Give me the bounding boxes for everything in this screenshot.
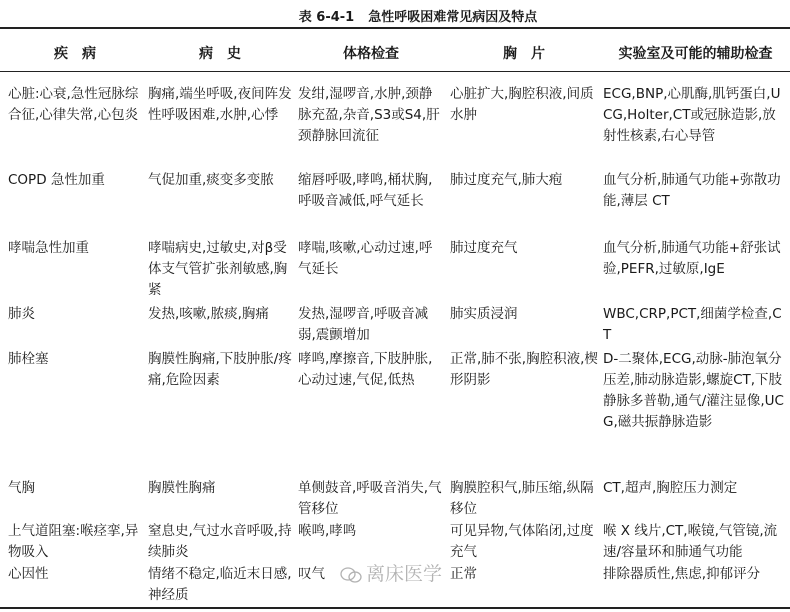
cell-lab-tests: 排除器质性,焦虑,抑郁评分: [603, 566, 761, 582]
cell-lab-tests: ECG,BNP,心肌酶,肌钙蛋白,UCG,Holter,CT或冠脉造影,放射性核素,右心导管: [603, 86, 781, 144]
cell-chest-xray: 可见异物,气体陷闭,过度充气: [450, 523, 594, 560]
cell-physical-exam: 发绀,湿啰音,水肿,颈静脉充盈,杂音,S3或S4,肝颈静脉回流征: [298, 86, 440, 144]
cell-disease: 气胸: [8, 480, 35, 496]
cell-lab-tests: 血气分析,肺通气功能+弥散功能,薄层 CT: [603, 172, 781, 209]
cell-history: 胸痛,端坐呼吸,夜间阵发性呼吸困难,水肿,心悸: [148, 86, 292, 123]
cell-disease: 肺栓塞: [8, 351, 49, 367]
cell-history: 情绪不稳定,临近末日感,神经质: [148, 566, 292, 603]
bottom-rule: [0, 607, 790, 609]
table-number: 表 6-4-1: [298, 10, 355, 25]
cell-physical-exam: 发热,湿啰音,呼吸音减弱,震颤增加: [298, 306, 429, 343]
header-physical-exam: 体格检查: [343, 46, 399, 62]
cell-disease: 心因性: [8, 566, 49, 582]
cell-physical-exam: 哮喘,咳嗽,心动过速,呼气延长: [298, 240, 433, 277]
cell-history: 气促加重,痰变多变脓: [148, 172, 274, 188]
cell-chest-xray: 正常: [450, 566, 477, 582]
table-caption: [0, 6, 790, 25]
cell-chest-xray: 胸膜腔积气,肺压缩,纵隔移位: [450, 480, 594, 517]
cell-disease: COPD 急性加重: [8, 172, 105, 188]
cell-history: 发热,咳嗽,脓痰,胸痛: [148, 306, 269, 322]
header-rule: [0, 71, 790, 72]
cell-lab-tests: 喉 X 线片,CT,喉镜,气管镜,流速/容量环和肺通气功能: [603, 523, 778, 560]
chat-bubble-icon: [340, 566, 362, 584]
watermark-text: 离床医学: [366, 563, 443, 585]
header-history: 病 史: [199, 46, 241, 62]
cell-physical-exam: 叹气: [298, 566, 325, 582]
cell-disease: 心脏:心衰,急性冠脉综合征,心律失常,心包炎: [8, 86, 139, 123]
cell-chest-xray: 肺过度充气,肺大疱: [450, 172, 563, 188]
cell-history: 胸膜性胸痛: [148, 480, 216, 496]
table-title: 急性呼吸困难常见病因及特点: [368, 10, 538, 25]
top-rule: [0, 27, 790, 29]
cell-physical-exam: 喉鸣,哮鸣: [298, 523, 357, 539]
cell-history: 窒息史,气过水音呼吸,持续肺炎: [148, 523, 292, 560]
cell-chest-xray: 肺实质浸润: [450, 306, 518, 322]
cell-lab-tests: CT,超声,胸腔压力测定: [603, 480, 738, 496]
cell-physical-exam: 哮鸣,摩擦音,下肢肿胀,心动过速,气促,低热: [298, 351, 433, 388]
cell-chest-xray: 正常,肺不张,胸腔积液,楔形阴影: [450, 351, 598, 388]
cell-history: 胸膜性胸痛,下肢肿胀/疼痛,危险因素: [148, 351, 292, 388]
header-disease: 疾 病: [54, 46, 96, 62]
cell-physical-exam: 缩唇呼吸,哮鸣,桶状胸,呼吸音减低,呼气延长: [298, 172, 433, 209]
cell-history: 哮喘病史,过敏史,对β受体支气管扩张剂敏感,胸紧: [148, 240, 288, 298]
cell-chest-xray: 心脏扩大,胸腔积液,间质水肿: [450, 86, 594, 123]
cell-disease: 肺炎: [8, 306, 35, 322]
cell-disease: 哮喘急性加重: [8, 240, 89, 256]
cell-physical-exam: 单侧鼓音,呼吸音消失,气管移位: [298, 480, 442, 517]
header-lab-tests: 实验室及可能的辅助检查: [618, 46, 773, 62]
cell-chest-xray: 肺过度充气: [450, 240, 518, 256]
cell-lab-tests: WBC,CRP,PCT,细菌学检查,CT: [603, 306, 782, 343]
header-chest-xray: 胸 片: [503, 46, 545, 62]
cell-lab-tests: D-二聚体,ECG,动脉-肺泡氧分压差,肺动脉造影,螺旋CT,下肢静脉多普勒,通气/灌注显像,UCG,磁共振静脉造影: [603, 351, 784, 430]
cell-lab-tests: 血气分析,肺通气功能+舒张试验,PEFR,过敏原,IgE: [603, 240, 781, 277]
watermark: [340, 564, 442, 585]
cell-disease: 上气道阻塞:喉痉挛,异物吸入: [8, 523, 139, 560]
